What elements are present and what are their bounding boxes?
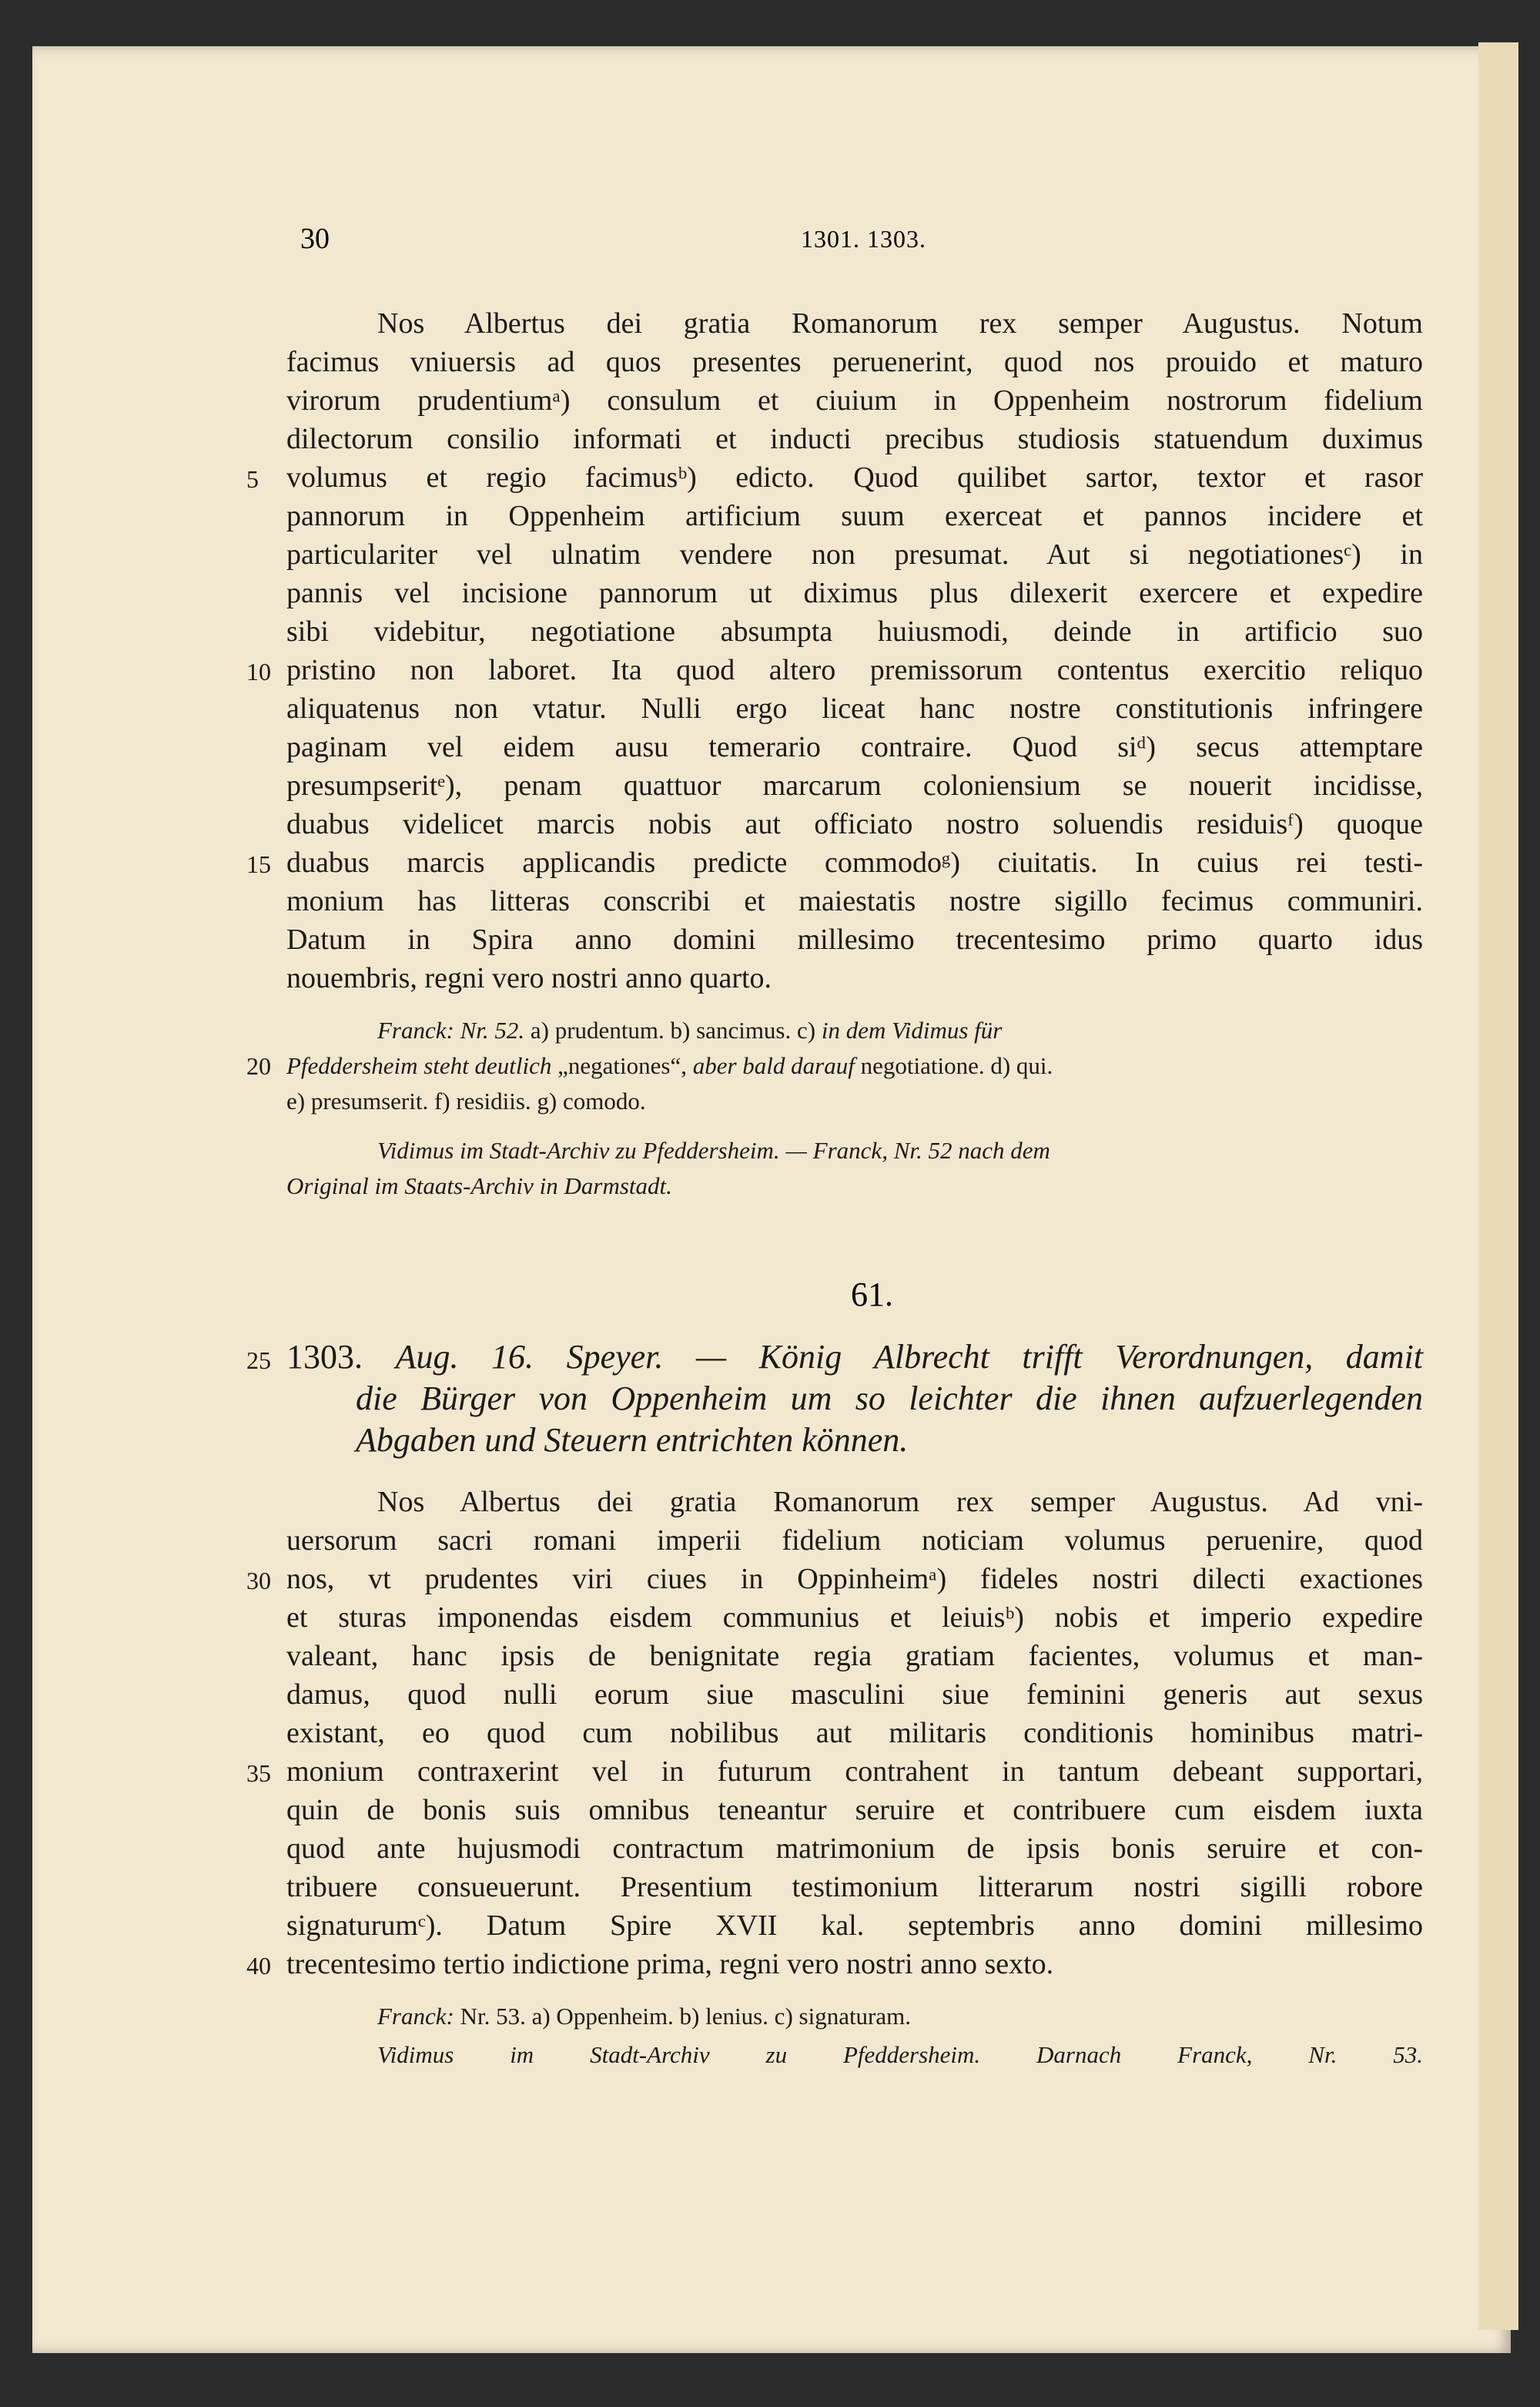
footnote-line	[286, 1013, 1423, 1048]
document-number: 61.	[851, 1276, 893, 1313]
footnote-source: Franck: Nr. 52.	[377, 1017, 525, 1044]
text-line: trecentesimo tertio indictione prima, regni vero nostri anno sexto.	[286, 1948, 1054, 1980]
text-line: pannis vel incisione pannorum ut diximus plus dilexerit exercere et expedire	[286, 577, 1423, 609]
regest-heading-line	[286, 1336, 1423, 1378]
footnote-text: a) prudentum. b) sancimus. c)	[524, 1017, 822, 1044]
text-line: nouembris, regni vero nostri anno quarto.	[286, 962, 772, 994]
text-line: quod ante hujusmodi contractum matrimonium de ipsis bonis seruire et con-	[286, 1832, 1423, 1865]
text-line: paginam vel eidem ausu temerario contraire. Quod siᵈ) secus attemptare	[286, 731, 1423, 763]
text-line: volumus et regio facimusᵇ) edicto. Quod quilibet sartor, textor et rasor	[286, 461, 1423, 494]
text-line: facimus vniuersis ad quos presentes peruenerint, quod nos prouido et maturo	[286, 346, 1423, 378]
text-line: pristino non laboret. Ita quod altero premissorum contentus exercitio reliquo	[286, 654, 1423, 686]
text-line: Datum in Spira anno domini millesimo trecentesimo primo quarto idus	[286, 924, 1423, 956]
line-number: 5	[246, 465, 259, 493]
line-number: 20	[246, 1052, 271, 1080]
line-number: 30	[246, 1567, 271, 1594]
footnote-text: in dem Vidimus für	[821, 1017, 1003, 1044]
text-line: virorum prudentiumᵃ) consulum et ciuium in Oppenheim nostrorum fidelium	[286, 384, 1423, 417]
page-number: 30	[300, 223, 330, 255]
regest-heading-line: Abgaben und Steuern entrichten können.	[356, 1421, 909, 1459]
line-number: 35	[246, 1759, 271, 1787]
text-line: monium contraxerint vel in futurum contrahent in tantum debeant supportari,	[286, 1755, 1423, 1788]
line-number: 15	[246, 850, 271, 878]
regest-date: 1303.	[286, 1338, 363, 1376]
text-line: quin de bonis suis omnibus teneantur seruire et contribuere cum eisdem iuxta	[286, 1794, 1423, 1826]
footnote-source: Franck:	[377, 2003, 454, 2030]
text-line: et sturas imponendas eisdem communius et leiuisᵇ) nobis et imperio expedire	[286, 1601, 1423, 1634]
text-line: pannorum in Oppenheim artificium suum exerceat et pannos incidere et	[286, 500, 1423, 532]
text-line: valeant, hanc ipsis de benignitate regia gratiam facientes, volumus et man-	[286, 1640, 1423, 1672]
page-edge	[1478, 42, 1518, 2330]
text-line: uersorum sacri romani imperii fidelium noticiam volumus peruenire, quod	[286, 1524, 1423, 1557]
text-line: presumpseritᵉ), penam quattuor marcarum coloniensium se nouerit incidisse,	[286, 769, 1423, 802]
source-note: Original im Staats-Archiv in Darmstadt.	[286, 1172, 672, 1199]
regest-heading-line: die Bürger von Oppenheim um so leichter die ihnen aufzuerlegenden	[356, 1379, 1423, 1417]
footnote-text: Nr. 53. a) Oppenheim. b) lenius. c) signaturam.	[454, 2003, 912, 2030]
text-line: nos, vt prudentes viri ciues in Oppinheimᵃ) fideles nostri dilecti exactiones	[286, 1563, 1423, 1595]
footnote-line	[286, 1999, 1423, 2034]
footnote-line: e) presumserit. f) residiis. g) comodo.	[286, 1088, 646, 1115]
regest-place: Speyer.	[566, 1338, 664, 1376]
text-line: dilectorum consilio informati et inducti precibus studiosis statuendum duximus	[286, 423, 1423, 455]
text-line: monium has litteras conscribi et maiestatis nostre sigillo fecimus communiri.	[286, 885, 1423, 917]
footnote-line	[286, 1048, 1423, 1084]
running-header-years: 1301. 1303.	[801, 225, 926, 253]
text-line: Nos Albertus dei gratia Romanorum rex semper Augustus. Ad vni-	[377, 1486, 1423, 1518]
text-line: Nos Albertus dei gratia Romanorum rex semper Augustus. Notum	[377, 307, 1423, 340]
text-line: particulariter vel ulnatim vendere non presumat. Aut si negotiationesᶜ) in	[286, 538, 1423, 571]
source-note: Vidimus im Stadt-Archiv zu Pfeddersheim. — Franck, Nr. 52 nach dem	[377, 1137, 1050, 1164]
line-number: 40	[246, 1952, 271, 1980]
footnote-text: Pfeddersheim steht deutlich	[286, 1052, 552, 1079]
text-line: signaturumᶜ). Datum Spire XVII kal. septembris anno domini millesimo	[286, 1909, 1423, 1942]
text-line: existant, eo quod cum nobilibus aut militaris conditionis hominibus matri-	[286, 1717, 1423, 1749]
line-number: 25	[246, 1346, 271, 1374]
text-line: aliquatenus non vtatur. Nulli ergo liceat hanc nostre constitutionis infringere	[286, 692, 1423, 725]
regest-summary: — König Albrecht trifft Verordnungen, damit	[695, 1338, 1424, 1376]
text-line: duabus videlicet marcis nobis aut officiato nostro soluendis residuisᶠ) quoque	[286, 808, 1423, 840]
text-line: duabus marcis applicandis predicte commodoᵍ) ciuitatis. In cuius rei testi-	[286, 846, 1423, 879]
text-line: damus, quod nulli eorum siue masculini siue feminini generis aut sexus	[286, 1678, 1423, 1711]
footnote-text: negotiatione. d) qui.	[854, 1052, 1053, 1079]
source-note: Vidimus im Stadt-Archiv zu Pfeddersheim. Darnach Franck, Nr. 53.	[377, 2041, 1423, 2068]
footnote-text: „negationes“,	[551, 1052, 693, 1079]
line-number: 10	[246, 658, 271, 686]
footnote-text: aber bald darauf	[692, 1052, 855, 1079]
text-line: tribuere consueuerunt. Presentium testimonium litterarum nostri sigilli robore	[286, 1871, 1423, 1903]
regest-day: Aug. 16.	[395, 1338, 534, 1376]
text-line: sibi videbitur, negotiatione absumpta huiusmodi, deinde in artificio suo	[286, 615, 1423, 648]
